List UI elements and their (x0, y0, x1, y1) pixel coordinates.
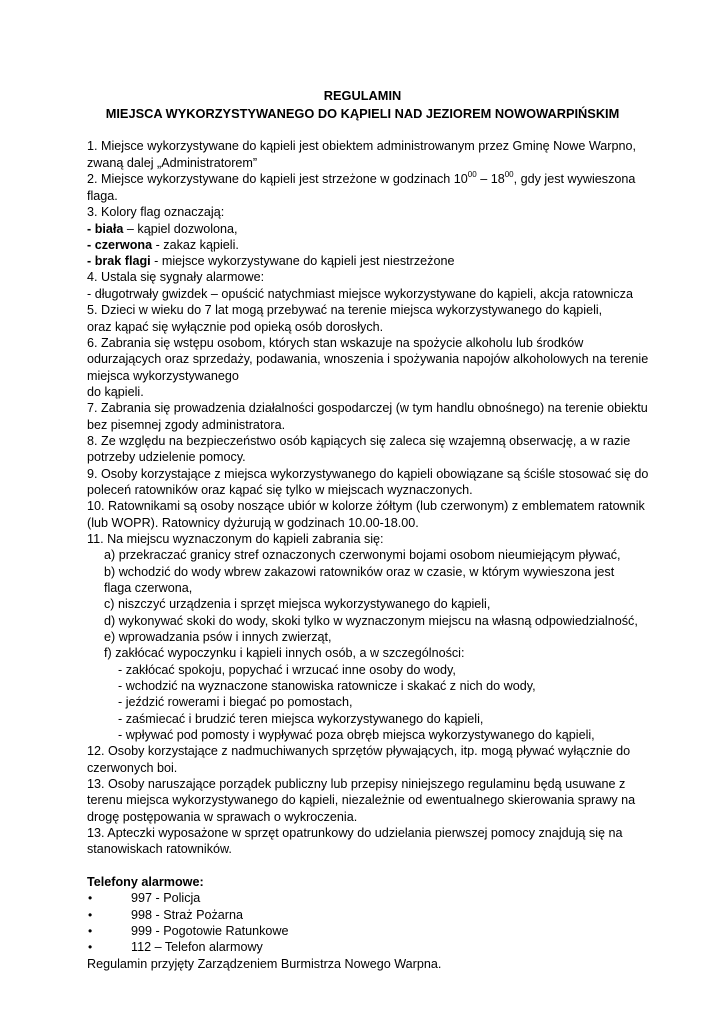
phones-heading: Telefony alarmowe: (87, 875, 204, 889)
rule-11-b-line-2: flaga czerwona, (104, 581, 193, 595)
rule-4-signal: - długotrwały gwizdek – opuścić natychmiast miejsce wykorzystywane do kąpieli, akcja ratownicza (87, 287, 633, 301)
rule-2-text-a: 2. Miejsce wykorzystywane do kąpieli jest strzeżone w godzinach 10 (87, 172, 468, 186)
rule-14-line-2: stanowiskach ratowników. (87, 842, 232, 856)
rule-11-b-line-1: b) wchodzić do wody wbrew zakazowi ratowników oraz w czasie, w którym wywieszona jest (104, 565, 615, 579)
rule-11-f-2: - wchodzić na wyznaczone stanowiska ratownicze i skakać z nich do wody, (118, 679, 536, 693)
rule-11-heading: 11. Na miejscu wyznaczonym do kąpieli zabrania się: (87, 532, 384, 546)
rule-11-f-5: - wpływać pod pomosty i wypływać poza obręb miejsca wykorzystywanego do kąpieli, (118, 728, 595, 742)
document-subtitle: MIEJSCA WYKORZYSTYWANEGO DO KĄPIELI NAD JEZIOREM NOWOWARPIŃSKIM (105, 106, 620, 121)
rule-13-line-3: drogę postępowania w sprawach o wykroczenia. (87, 810, 358, 824)
rule-8-line-2: potrzeby udzielenie pomocy. (87, 450, 246, 464)
phone-emergency: 112 – Telefon alarmowy (131, 940, 263, 954)
rule-3-heading: 3. Kolory flag oznaczają: (87, 205, 225, 219)
rule-12-line-1: 12. Osoby korzystające z nadmuchiwanych sprzętów pływających, itp. mogą pływać wyłącznie do (87, 744, 631, 758)
rule-1-line-2: zwaną dalej „Administratorem” (87, 156, 258, 170)
flag-white-text: – kąpiel dozwolona, (123, 222, 238, 236)
rule-5-line-1: 5. Dzieci w wieku do 7 lat mogą przebywać na terenie miejsca wykorzystywanego do kąpieli, (87, 303, 603, 317)
flag-white (87, 221, 238, 237)
rule-6-line-2: odurzających oraz sprzedaży, podawania, wnoszenia i spożywania napojów alkoholowych na terenie (87, 352, 649, 366)
flag-none-text: - miejsce wykorzystywane do kąpieli jest niestrzeżone (150, 254, 455, 268)
rule-11-f-4: - zaśmiecać i brudzić teren miejsca wykorzystywanego do kąpieli, (118, 712, 484, 726)
rule-10-line-2: (lub WOPR). Ratownicy dyżurują w godzinach 10.00-18.00. (87, 516, 419, 530)
rule-11-c: c) niszczyć urządzenia i sprzęt miejsca wykorzystywanego do kąpieli, (104, 597, 491, 611)
rule-2-text-b: – 18 (476, 172, 505, 186)
flag-red-text: - zakaz kąpieli. (152, 238, 239, 252)
rule-2-line-2: flaga. (87, 189, 118, 203)
rule-6-line-3: miejsca wykorzystywanego (87, 369, 239, 383)
rule-11-d: d) wykonywać skoki do wody, skoki tylko w wyznaczonym miejscu na własną odpowiedzialność, (104, 614, 638, 628)
phone-fire: 998 - Straż Pożarna (131, 908, 244, 922)
rule-2-sup-1: 00 (467, 169, 477, 179)
rule-1-line-1: 1. Miejsce wykorzystywane do kąpieli jest obiektem administrowanym przez Gminę Nowe Warpno, (87, 139, 636, 153)
rule-11-f-3: - jeździć rowerami i biegać po pomostach, (118, 695, 353, 709)
rule-7-line-1: 7. Zabrania się prowadzenia działalności gospodarczej (w tym handlu obnośnego) na terenie obiektu (87, 401, 648, 415)
rule-2-sup-2: 00 (504, 169, 514, 179)
phone-bullet: • (88, 924, 93, 938)
rule-12-line-2: czerwonych boi. (87, 761, 178, 775)
rule-7-line-2: bez pisemnej zgody administratora. (87, 418, 286, 432)
rule-4-heading: 4. Ustala się sygnały alarmowe: (87, 270, 265, 284)
rule-9-line-2: poleceń ratowników oraz kąpać się tylko w miejscach wyznaczonych. (87, 483, 473, 497)
rule-6-line-4: do kąpieli. (87, 385, 144, 399)
rule-14-line-1: 13. Apteczki wyposażone w sprzęt opatrunkowy do udzielania pierwszej pomocy znajdują się na (87, 826, 623, 840)
flag-none (87, 253, 454, 269)
rule-13-line-2: terenu miejsca wykorzystywanego do kąpieli, niezależnie od ewentualnego skierowania sprawy na (87, 793, 636, 807)
rule-11-f: f) zakłócać wypoczynku i kąpieli innych osób, a w szczególności: (104, 646, 465, 660)
phone-bullet: • (88, 940, 93, 954)
rule-5-line-2: oraz kąpać się wyłącznie pod opieką osób dorosłych. (87, 320, 384, 334)
phone-police: 997 - Policja (131, 891, 201, 905)
flag-none-label: - brak flagi (87, 254, 151, 268)
rule-2-line-1 (87, 171, 635, 187)
document-title: REGULAMIN (323, 88, 402, 103)
rule-6-line-1: 6. Zabrania się wstępu osobom, których stan wskazuje na spożycie alkoholu lub środków (87, 336, 584, 350)
rule-8-line-1: 8. Ze względu na bezpieczeństwo osób kąpiących się zaleca się wzajemną obserwację, a w razie (87, 434, 631, 448)
phone-ambulance: 999 - Pogotowie Ratunkowe (131, 924, 289, 938)
flag-white-label: - biała (87, 222, 124, 236)
phone-bullet: • (88, 891, 93, 905)
rule-9-line-1: 9. Osoby korzystające z miejsca wykorzystywanego do kąpieli obowiązane są ściśle stosować się do (87, 467, 649, 481)
rule-2-text-c: , gdy jest wywieszona (513, 172, 636, 186)
rule-11-f-1: - zakłócać spokoju, popychać i wrzucać inne osoby do wody, (118, 663, 456, 677)
rule-11-e: e) wprowadzania psów i innych zwierząt, (104, 630, 332, 644)
flag-red-label: - czerwona (87, 238, 153, 252)
rule-10-line-1: 10. Ratownikami są osoby noszące ubiór w kolorze żółtym (lub czerwonym) z emblematem ratownik (87, 499, 645, 513)
phone-bullet: • (88, 908, 93, 922)
footer-note: Regulamin przyjęty Zarządzeniem Burmistrza Nowego Warpna. (87, 957, 442, 971)
flag-red (87, 237, 239, 253)
rule-11-a: a) przekraczać granicy stref oznaczonych czerwonymi bojami osobom nieumiejącym pływać, (104, 548, 621, 562)
rule-13-line-1: 13. Osoby naruszające porządek publiczny lub przepisy niniejszego regulaminu będą usuwane z (87, 777, 626, 791)
